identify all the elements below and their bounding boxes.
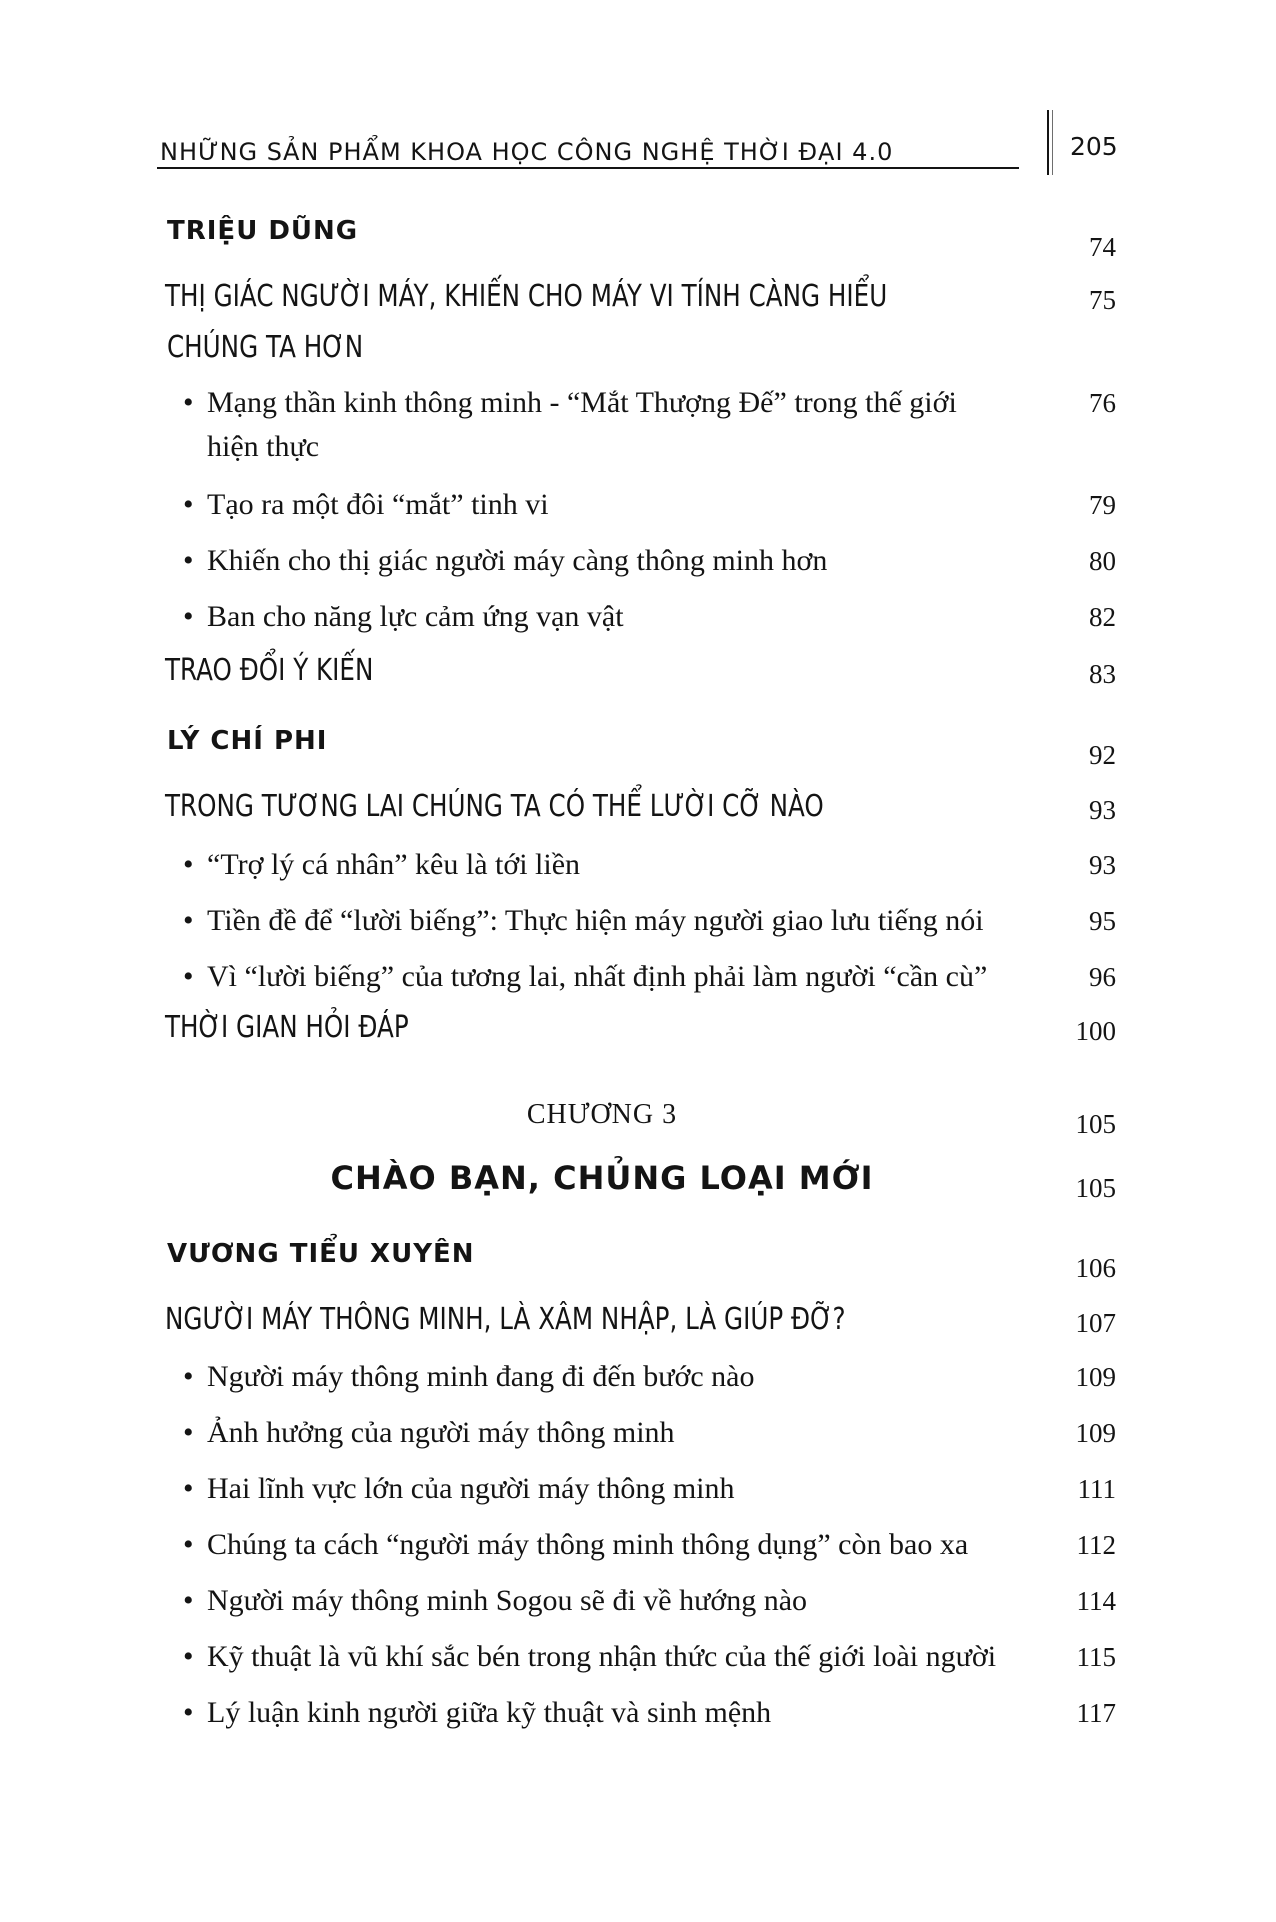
toc-bullet-item bbox=[0, 540, 1276, 600]
toc-bullet-text: • “Trợ lý cá nhân” kêu là tới liền bbox=[183, 848, 580, 882]
page-number: 205 bbox=[1070, 132, 1118, 161]
toc-page-number: 75 bbox=[1089, 285, 1116, 315]
toc-bullet-item bbox=[0, 1580, 1276, 1640]
toc-page-number: 80 bbox=[1089, 546, 1116, 576]
toc-heading-text: NGƯỜI MÁY THÔNG MINH, LÀ XÂM NHẬP, LÀ GIÚP ĐỠ? bbox=[165, 1302, 846, 1337]
chapter-label: CHƯƠNG 3 bbox=[526, 1099, 678, 1130]
toc-bullet-item bbox=[0, 844, 1276, 904]
header-divider bbox=[1047, 110, 1049, 175]
header-divider-shadow bbox=[1052, 110, 1053, 175]
toc-page-number: 79 bbox=[1089, 490, 1116, 520]
toc-bullet-item bbox=[0, 900, 1276, 960]
toc-heading-text: TRONG TƯƠNG LAI CHÚNG TA CÓ THỂ LƯỜI CỠ NÀO bbox=[165, 789, 824, 824]
toc-heading bbox=[0, 275, 1276, 335]
toc-page-number: 111 bbox=[1077, 1474, 1116, 1504]
toc-page-number: 106 bbox=[1075, 1253, 1116, 1283]
toc-page-number: 105 bbox=[1075, 1109, 1116, 1139]
toc-bullet-text: • Mạng thần kinh thông minh - “Mắt Thượng Đế” trong thế giới bbox=[183, 386, 957, 420]
toc-bullet-item bbox=[0, 1524, 1276, 1584]
toc-heading bbox=[0, 649, 1276, 709]
toc-heading-text: THỊ GIÁC NGƯỜI MÁY, KHIẾN CHO MÁY VI TÍNH CÀNG HIỂU bbox=[165, 279, 888, 314]
toc-page-number: 96 bbox=[1089, 962, 1116, 992]
toc-page-number: 109 bbox=[1075, 1362, 1116, 1392]
toc-bullet-item bbox=[0, 1356, 1276, 1416]
toc-bullet-text: • Ảnh hưởng của người máy thông minh bbox=[183, 1416, 675, 1450]
toc-author bbox=[0, 722, 1276, 782]
toc-bullet-text: • Lý luận kinh người giữa kỹ thuật và sinh mệnh bbox=[183, 1696, 771, 1730]
toc-bullet-text: • Tiền đề để “lười biếng”: Thực hiện máy người giao lưu tiếng nói bbox=[183, 904, 984, 938]
toc-page-number: 117 bbox=[1076, 1698, 1116, 1728]
toc-author-name: LÝ CHÍ PHI bbox=[167, 726, 328, 756]
toc-bullet-item bbox=[0, 1468, 1276, 1528]
toc-heading bbox=[0, 1006, 1276, 1066]
toc-bullet-item bbox=[0, 596, 1276, 656]
toc-heading-text: THỜI GIAN HỎI ĐÁP bbox=[165, 1010, 409, 1045]
toc-bullet-text: • Người máy thông minh đang đi đến bước nào bbox=[183, 1360, 755, 1394]
toc-page-number: 82 bbox=[1089, 602, 1116, 632]
toc-bullet-text: • Vì “lười biếng” của tương lai, nhất định phải làm người “cần cù” bbox=[183, 960, 987, 994]
toc-page-number: 93 bbox=[1089, 850, 1116, 880]
toc-bullet-text: • Tạo ra một đôi “mắt” tinh vi bbox=[183, 488, 549, 522]
toc-bullet-item bbox=[0, 1636, 1276, 1696]
toc-page-number: 95 bbox=[1089, 906, 1116, 936]
toc-page-number: 112 bbox=[1076, 1530, 1116, 1560]
toc-bullet-text: • Chúng ta cách “người máy thông minh thông dụng” còn bao xa bbox=[183, 1528, 968, 1562]
toc-bullet-text: • Khiến cho thị giác người máy càng thông minh hơn bbox=[183, 544, 827, 578]
toc-page-number: 109 bbox=[1075, 1418, 1116, 1448]
chapter-title: CHÀO BẠN, CHỦNG LOẠI MỚI bbox=[330, 1159, 874, 1197]
toc-page-number: 115 bbox=[1076, 1642, 1116, 1672]
toc-chapter-title-row bbox=[0, 1155, 1276, 1215]
toc-bullet-text: • Hai lĩnh vực lớn của người máy thông minh bbox=[183, 1472, 735, 1506]
toc-author-name: VƯƠNG TIỂU XUYÊN bbox=[167, 1239, 475, 1269]
toc-page-number: 74 bbox=[1089, 232, 1116, 262]
toc-page-number: 105 bbox=[1075, 1173, 1116, 1203]
toc-bullet-item bbox=[0, 484, 1276, 544]
toc-chapter-label-row bbox=[0, 1097, 1276, 1157]
toc-bullet-item bbox=[0, 382, 1276, 442]
toc-heading-text: TRAO ĐỔI Ý KIẾN bbox=[165, 653, 374, 688]
toc-page-number: 92 bbox=[1089, 740, 1116, 770]
header-rule bbox=[157, 167, 1019, 169]
running-header-title: NHỮNG SẢN PHẨM KHOA HỌC CÔNG NGHỆ THỜI ĐẠI 4.0 bbox=[160, 138, 894, 166]
toc-bullet-item bbox=[0, 1692, 1276, 1752]
toc-heading-continuation: CHÚNG TA HƠN bbox=[167, 330, 364, 365]
toc-page-number: 83 bbox=[1089, 659, 1116, 689]
toc-author bbox=[0, 212, 1276, 272]
toc-bullet-text: • Kỹ thuật là vũ khí sắc bén trong nhận thức của thế giới loài người bbox=[183, 1640, 996, 1674]
toc-page-number: 93 bbox=[1089, 795, 1116, 825]
toc-page-number: 100 bbox=[1075, 1016, 1116, 1046]
toc-bullet-text: • Người máy thông minh Sogou sẽ đi về hướng nào bbox=[183, 1584, 807, 1618]
toc-bullet-text: • Ban cho năng lực cảm ứng vạn vật bbox=[183, 600, 624, 634]
toc-bullet-item bbox=[0, 1412, 1276, 1472]
toc-page-number: 76 bbox=[1089, 388, 1116, 418]
toc-page-number: 114 bbox=[1076, 1586, 1116, 1616]
toc-heading bbox=[0, 1298, 1276, 1358]
toc-author bbox=[0, 1235, 1276, 1295]
toc-heading bbox=[0, 785, 1276, 845]
toc-bullet-continuation: hiện thực bbox=[207, 430, 320, 463]
toc-author-name: TRIỆU DŨNG bbox=[167, 216, 359, 246]
toc-page-number: 107 bbox=[1075, 1308, 1116, 1338]
